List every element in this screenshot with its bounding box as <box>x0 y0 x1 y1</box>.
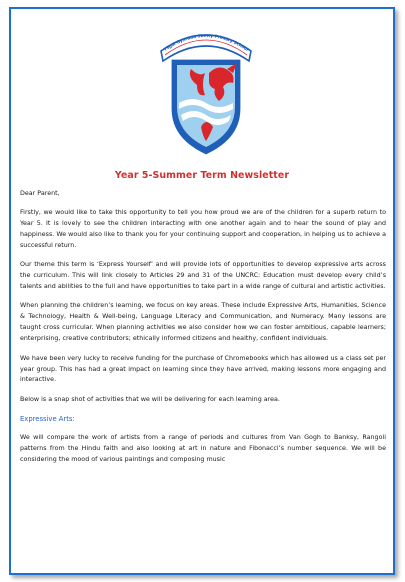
school-crest-logo <box>157 11 255 161</box>
newsletter-title: Year 5-Summer Term Newsletter <box>114 170 290 181</box>
greeting: Dear Parent, <box>20 190 60 197</box>
paragraph-return: Firstly, we would like to take this opportunity to tell you how proud we are of the children for a superb return to Year 5. It is lovely to see the children interacting with one another again and to hear the sound of play and happiness. We would also like to thank you for your continuing support and cooperation, in helping us to achieve a successful return. <box>20 208 386 249</box>
newsletter-page <box>9 7 395 575</box>
paragraph-key-areas: When planning the children’s learning, we focus on key areas. These include Expressive Arts, Humanities, Science & Technology, Health & Well-being, Language Literacy and Communication, and Numeracy. Many lessons are taught cross curricular. When planning activities we also consider how we can foster ambitious, capable learners; enterprising, creative contributors; ethically informed citizens and healthy, confident individuals. <box>20 302 386 343</box>
crest-banner-text: Ysgol Gynradd Sketty Primary School <box>162 32 250 52</box>
paragraph-theme: Our theme this term is ‘Express Yourself’ and will provide lots of opportunities to develop expressive arts across the curriculum. This will link closely to Articles 29 and 31 of the UNCRC: Education must develop every child’s talents and abilities to the full and have opportunities to take part in a wide range of cultural and artistic activities. <box>20 261 386 290</box>
section-heading-expressive-arts: Expressive Arts: <box>20 415 75 424</box>
paragraph-snapshot: Below is a snap shot of activities that we will be delivering for each learning area. <box>20 395 280 403</box>
newsletter-body <box>20 189 386 475</box>
paragraph-expressive-arts: We will compare the work of artists from a range of periods and cultures from Van Gogh to Banksy, Rangoli patterns from the Hindu faith and also looking at art in nature and Fibonacci’s number sequence. We will be considering the mood of various paintings and composing music <box>20 434 386 464</box>
paragraph-chromebooks: We have been very lucky to receive funding for the purchase of Chromebooks which has allowed us a class set per year group. This has had a great impact on learning since they have arrived, making lessons more engaging and interactive. <box>20 354 386 384</box>
